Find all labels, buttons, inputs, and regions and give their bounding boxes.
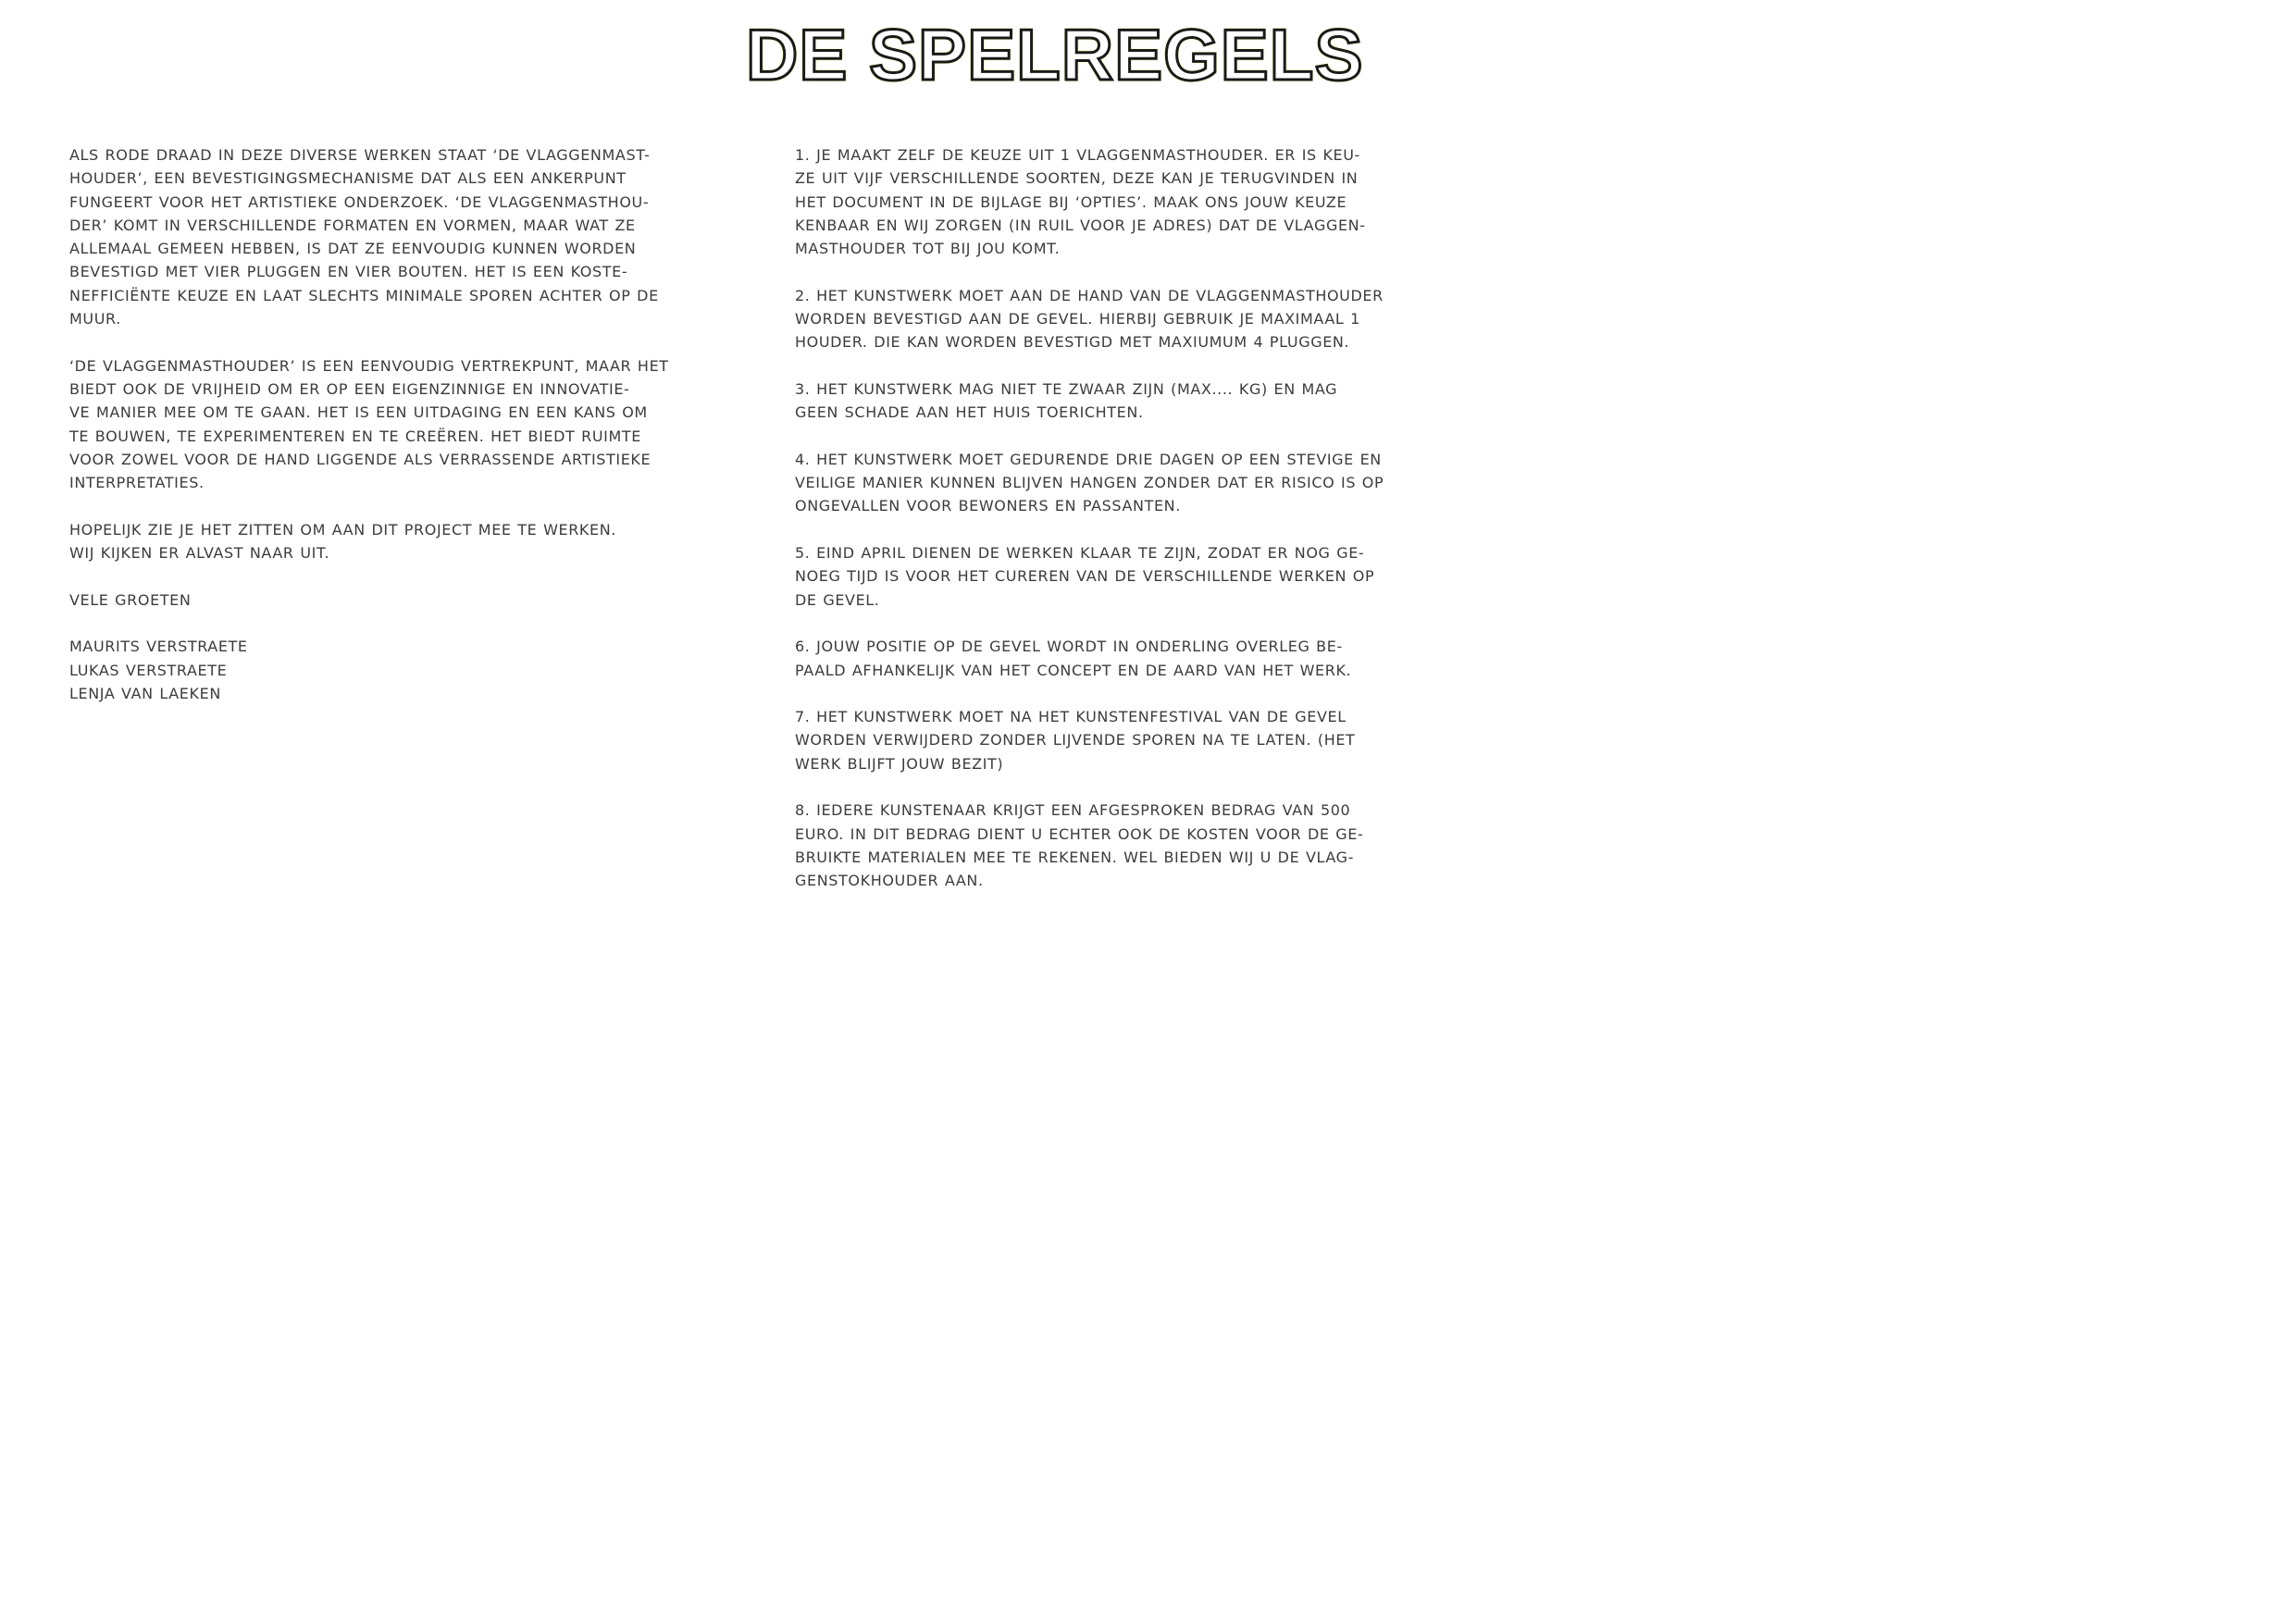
page-title: DE SPELREGELS	[746, 14, 1364, 95]
intro-paragraph-2: ‘DE VLAGGENMASTHOUDER’ IS EEN EENVOUDIG VERTREKPUNT, MAAR HET BIEDT OOK DE VRIJHEID OM ER OP EEN EIGENZINNIGE EN INNOVATIE- VE MANIER MEE OM TE GAAN. HET IS EEN UITDAGING EN EEN KANS OM TE BOUWEN, TE EXPERIMENTEREN EN TE CREËREN. HET BIEDT RUIMTE VOOR ZOWEL VOOR DE HAND LIGGENDE ALS VERRASSENDE ARTISTIEKE INTERPRETATIES.	[69, 356, 669, 492]
rule-item-2: 2. HET KUNSTWERK MOET AAN DE HAND VAN DE VLAGGENMASTHOUDER WORDEN BEVESTIGD AAN DE GEVEL. HIERBIJ GEBRUIK JE MAXIMAAL 1 HOUDER. DIE KAN WORDEN BEVESTIGD MET MAXIUMUM 4 PLUGGEN.	[795, 286, 1384, 352]
rule-item-7: 7. HET KUNSTWERK MOET NA HET KUNSTENFESTIVAL VAN DE GEVEL WORDEN VERWIJDERD ZONDER LIJVENDE SPOREN NA TE LATEN. (HET WERK BLIJFT JOUW BEZIT)	[795, 708, 1356, 773]
rule-item-4: 4. HET KUNSTWERK MOET GEDURENDE DRIE DAGEN OP EEN STEVIGE EN VEILIGE MANIER KUNNEN BLIJVEN HANGEN ZONDER DAT ER RISICO IS OP ONGEVALLEN VOOR BEWONERS EN PASSANTEN.	[795, 450, 1384, 515]
intro-paragraph-1: ALS RODE DRAAD IN DEZE DIVERSE WERKEN STAAT ‘DE VLAGGENMAST- HOUDER’, EEN BEVESTIGINGSMECHANISME DAT ALS EEN ANKERPUNT FUNGEERT VOOR HET ARTISTIEKE ONDERZOEK. ‘DE VLAGGENMASTHOU- DER’ KOMT IN VERSCHILLENDE FORMATEN EN VORMEN, MAAR WAT ZE ALLEMAAL GEMEEN HEBBEN, IS DAT ZE EENVOUDIG KUNNEN WORDEN BEVESTIGD MET VIER PLUGGEN EN VIER BOUTEN. HET IS EEN KOSTE- NEFFICIËNTE KEUZE EN LAAT SLECHTS MINIMALE SPOREN ACHTER OP DE MUUR.	[69, 146, 659, 328]
rule-item-6: 6. JOUW POSITIE OP DE GEVEL WORDT IN ONDERLING OVERLEG BE- PAALD AFHANKELIJK VAN HET CONCEPT EN DE AARD VAN HET WERK.	[795, 638, 1352, 679]
rules-column	[795, 143, 1396, 916]
rule-item-1: 1. JE MAAKT ZELF DE KEUZE UIT 1 VLAGGENMASTHOUDER. ER IS KEU- ZE UIT VIJF VERSCHILLENDE SOORTEN, DEZE KAN JE TERUGVINDEN IN HET DOCUMENT IN DE BIJLAGE BIJ ‘OPTIES’. MAAK ONS JOUW KEUZE KENBAAR EN WIJ ZORGEN (IN RUIL VOOR JE ADRES) DAT DE VLAGGEN- MASTHOUDER TOT BIJ JOU KOMT.	[795, 146, 1366, 258]
intro-paragraph-3: HOPELIJK ZIE JE HET ZITTEN OM AAN DIT PROJECT MEE TE WERKEN. WIJ KIJKEN ER ALVAST NAAR UIT.	[69, 520, 616, 563]
rule-item-8: 8. IEDERE KUNSTENAAR KRIJGT EEN AFGESPROKEN BEDRAG VAN 500 EURO. IN DIT BEDRAG DIENT U ECHTER OOK DE KOSTEN VOOR DE GE- BRUIKTE MATERIALEN MEE TE REKENEN. WEL BIEDEN WIJ U DE VLAG- GENSTOKHOUDER AAN.	[795, 801, 1364, 890]
signature-name: MAURITS VERSTRAETE	[69, 638, 248, 656]
signature-name: LUKAS VERSTRAETE	[69, 661, 228, 679]
intro-column	[69, 143, 671, 728]
signature-name: LENJA VAN LAEKEN	[69, 684, 221, 702]
signature-list	[69, 635, 671, 705]
rule-item-5: 5. EIND APRIL DIENEN DE WERKEN KLAAR TE ZIJN, ZODAT ER NOG GE- NOEG TIJD IS VOOR HET CUREREN VAN DE VERSCHILLENDE WERKEN OP DE GEVEL.	[795, 544, 1375, 609]
closing-greeting: VELE GROETEN	[69, 590, 192, 609]
rule-item-3: 3. HET KUNSTWERK MAG NIET TE ZWAAR ZIJN (MAX.... KG) EN MAG GEEN SCHADE AAN HET HUIS TOERICHTEN.	[795, 379, 1338, 422]
